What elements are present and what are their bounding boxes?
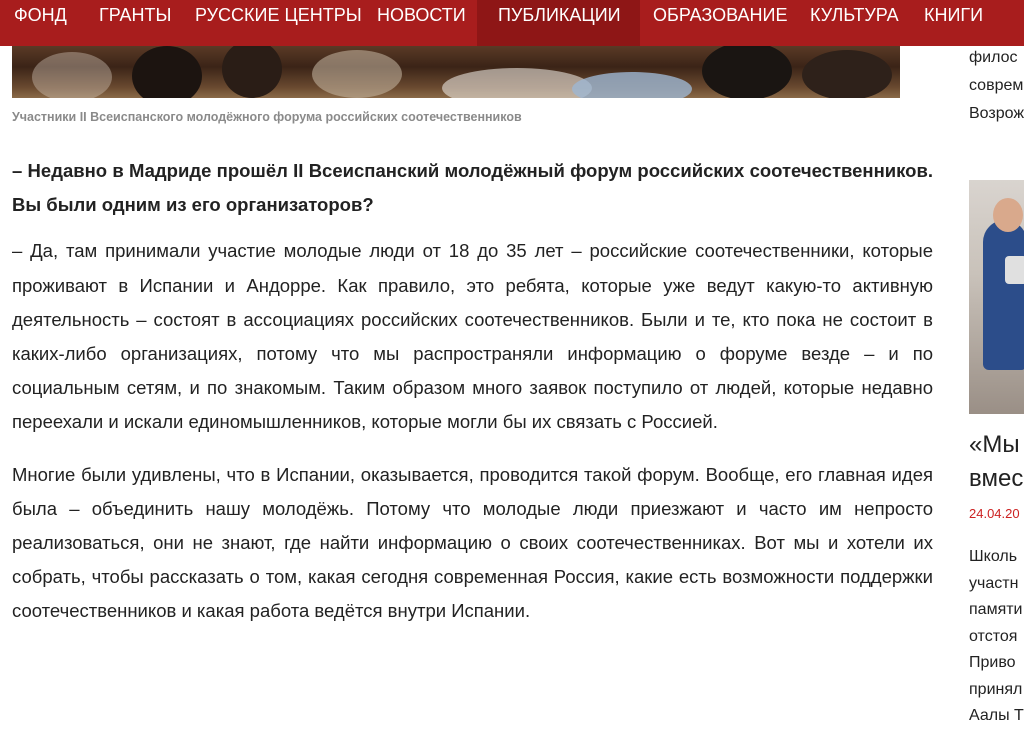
main-navigation xyxy=(0,0,1024,46)
nav-item-russian-centers[interactable]: РУССКИЕ ЦЕНТРЫ xyxy=(195,5,362,25)
sidebar-news-date: 24.04.20 xyxy=(969,506,1020,521)
nav-item-culture[interactable]: КУЛЬТУРА xyxy=(810,5,899,25)
nav-item-books[interactable]: КНИГИ xyxy=(924,5,984,25)
nav-item-grants[interactable]: ГРАНТЫ xyxy=(99,5,172,25)
sidebar-news-title[interactable]: «Мы вмес xyxy=(969,431,1024,492)
interview-question: – Недавно в Мадриде прошёл II Всеиспанский молодёжный форум российских соотечественников. Вы были одним из его организаторов? xyxy=(12,160,933,216)
nav-item-news[interactable]: НОВОСТИ xyxy=(377,5,466,25)
sidebar-news-image[interactable] xyxy=(969,180,1024,414)
article-body xyxy=(12,154,933,647)
answer-paragraph-2: Многие были удивлены, что в Испании, оказывается, проводится такой форум. Вообще, его главная идея была – объединить нашу молодёжь. Потому что молодые люди приезжают и часто им непросто реализоваться, они не знают, где найти информацию о своих соотечественниках. Вот мы и хотели их собрать, чтобы рассказать о том, какая сегодня современная Россия, какие есть возможности поддержки соотечественников и какая работа ведётся внутри Испании. xyxy=(12,463,933,622)
photo-caption: Участники II Всеиспанского молодёжного форума российских соотечественников xyxy=(12,110,522,124)
nav-item-fund[interactable]: ФОНД xyxy=(14,5,67,25)
answer-paragraph-1: – Да, там принимали участие молодые люди от 18 до 35 лет – российские соотечественники, которые проживают в Испании и Андорре. Как правило, это ребята, которые уже ведут какую-то активную деятельность – состоят в ассоциациях российских соотечественников. Были и те, кто пока не состоит в каких-либо организациях, потому что мы распространяли информацию о форуме везде – и по социальным сетям, и по знакомым. Таким образом много заявок поступило от людей, которые недавно переехали и искали единомышленников, которые могли бы их связать с Россией. xyxy=(12,240,933,433)
sidebar xyxy=(969,0,1024,735)
sidebar-previous-excerpt: филос соврем Возрож xyxy=(969,49,1024,122)
nav-item-education[interactable]: ОБРАЗОВАНИЕ xyxy=(653,5,788,25)
article-photo xyxy=(12,46,900,98)
sidebar-news-excerpt: Школь участн памяти отстоя Приво принял Аалы Т xyxy=(969,548,1024,724)
nav-item-publications[interactable]: ПУБЛИКАЦИИ xyxy=(477,0,640,46)
